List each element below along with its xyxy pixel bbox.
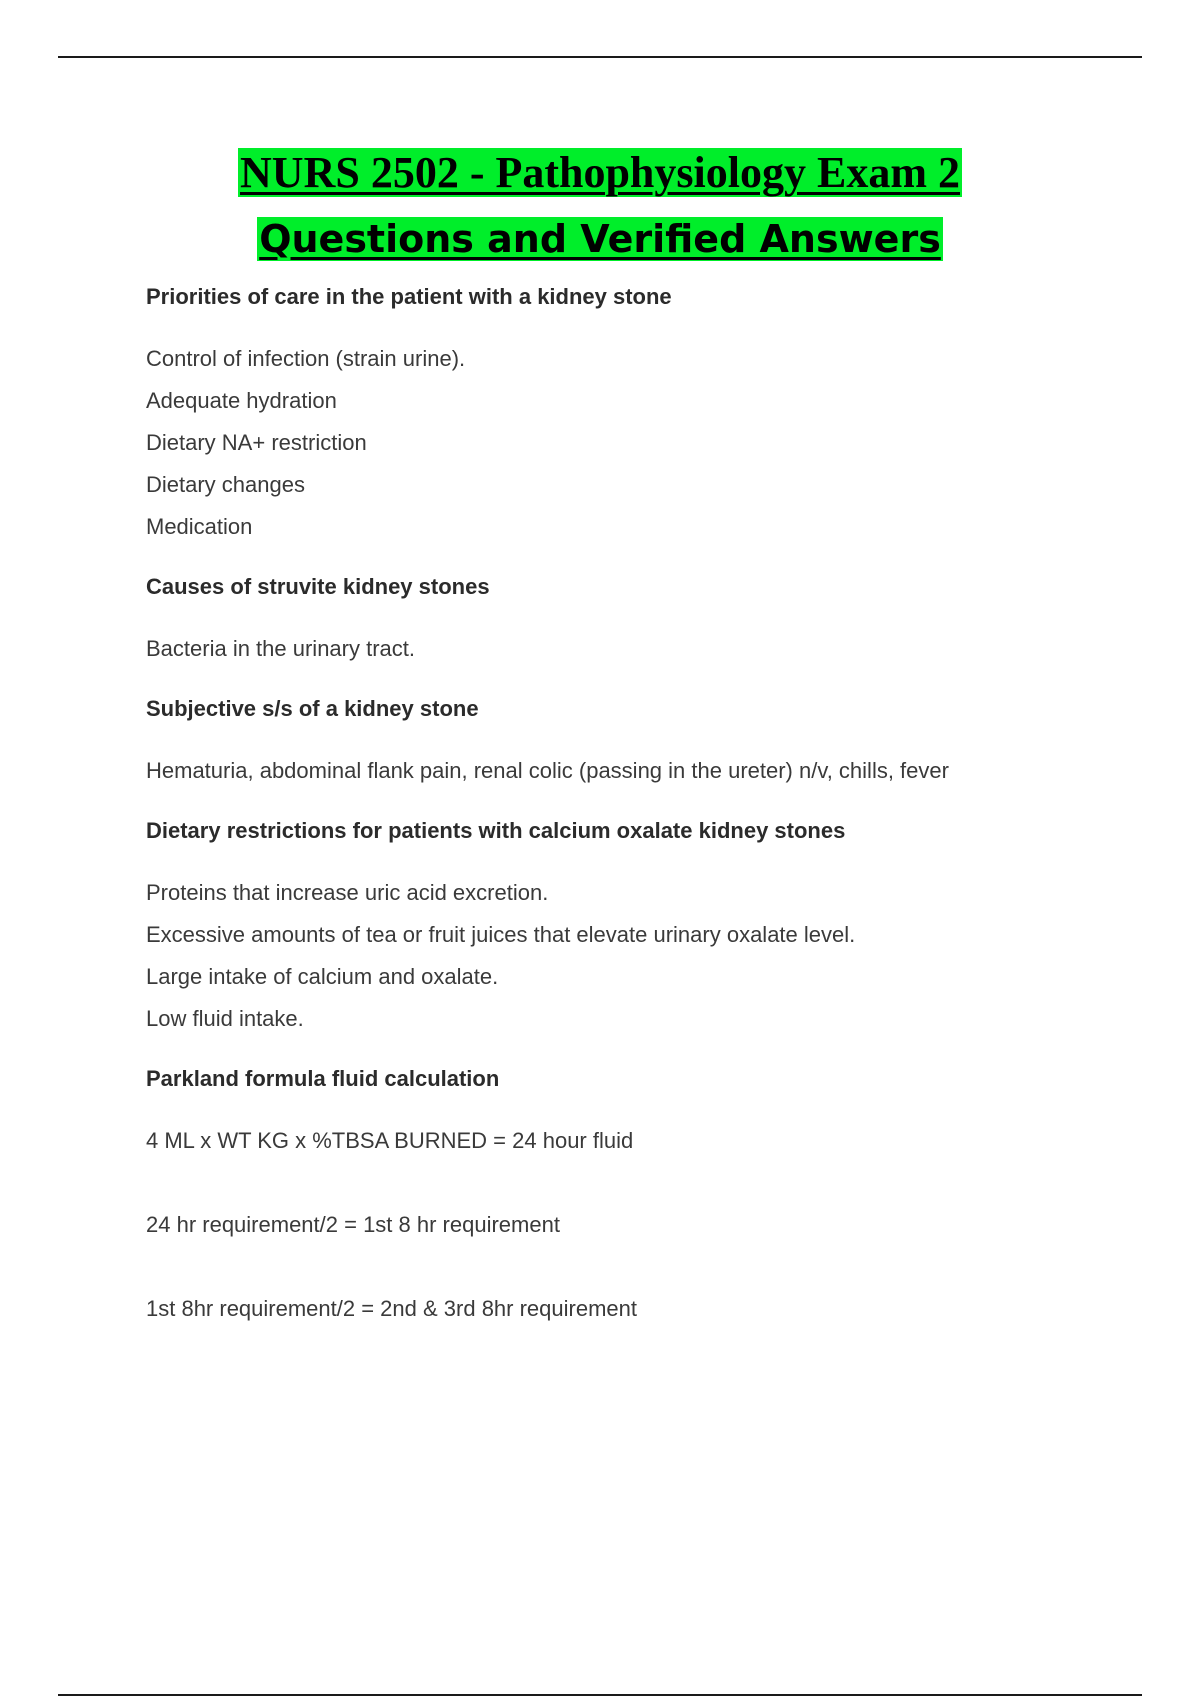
answer-line: Large intake of calcium and oxalate. [146,964,499,989]
title-line-2: Questions and Verified Answers [259,217,941,261]
qa-item-kidney-stone-priorities [146,280,1106,548]
question: Causes of struvite kidney stones [146,574,490,599]
document-title [0,144,1200,276]
answer-line: Low fluid intake. [146,1006,304,1031]
answer-line: Hematuria, abdominal flank pain, renal colic (passing in the ureter) n/v, chills, fever [146,758,949,783]
answer-line: 4 ML x WT KG x %TBSA BURNED = 24 hour fluid [146,1128,634,1153]
qa-list [146,280,1106,1330]
answer-line: Excessive amounts of tea or fruit juices that elevate urinary oxalate level. [146,922,856,947]
answer-line: Adequate hydration [146,388,337,413]
answer-line: Bacteria in the urinary tract. [146,636,416,661]
top-rule [58,56,1142,58]
qa-item-parkland-formula [146,1062,1106,1330]
answer-line: Control of infection (strain urine). [146,346,466,371]
qa-item-subjective-signs [146,692,1106,792]
qa-item-dietary-restrictions [146,814,1106,1040]
question: Priorities of care in the patient with a kidney stone [146,284,672,309]
title-line-1: NURS 2502 - Pathophysiology Exam 2 [240,148,960,197]
question: Dietary restrictions for patients with calcium oxalate kidney stones [146,818,846,843]
question: Parkland formula fluid calculation [146,1066,500,1091]
answer-line: 1st 8hr requirement/2 = 2nd & 3rd 8hr requirement [146,1296,637,1321]
answer-line: Dietary NA+ restriction [146,430,367,455]
answer-line: 24 hr requirement/2 = 1st 8 hr requirement [146,1212,560,1237]
answer-line: Dietary changes [146,472,305,497]
answer-line: Medication [146,514,253,539]
question: Subjective s/s of a kidney stone [146,696,479,721]
answer-line: Proteins that increase uric acid excretion. [146,880,549,905]
qa-item-struvite-causes [146,570,1106,670]
bottom-rule [58,1694,1142,1696]
